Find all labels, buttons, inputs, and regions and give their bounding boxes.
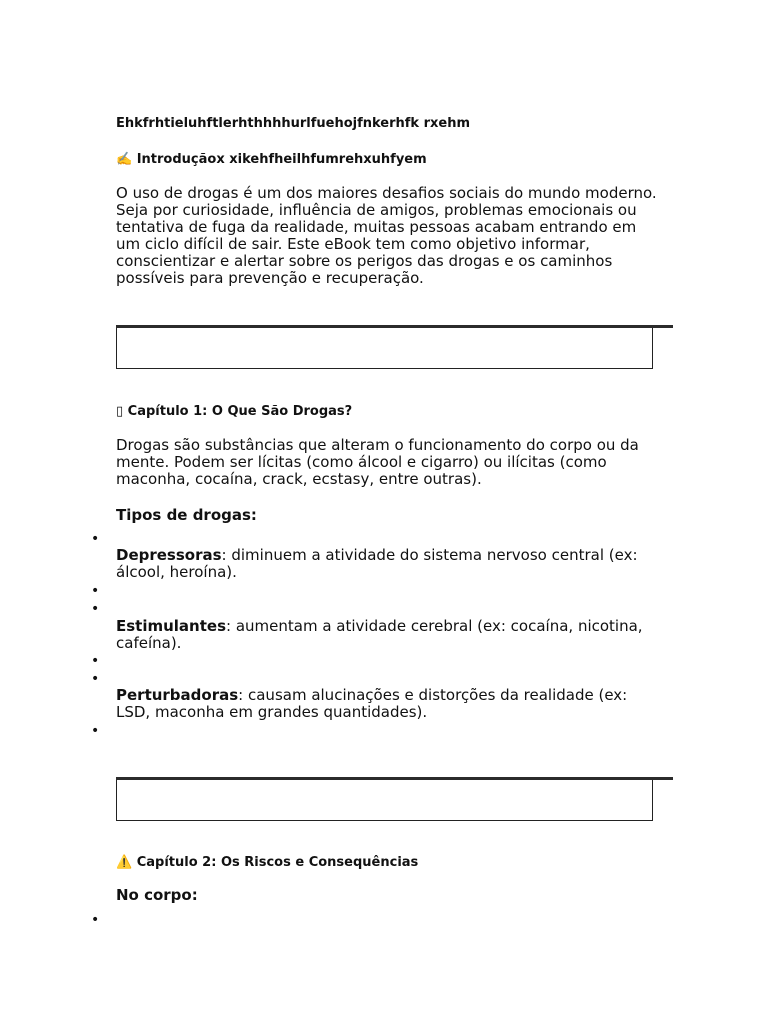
item-desc: : aumentam a atividade cerebral (ex: cocaína, nicotina, cafeína). bbox=[116, 617, 643, 652]
intro-heading: ✍️ Introduçãox xikehfheilhfumrehxuhfyem bbox=[116, 152, 427, 167]
item-desc: : causam alucinações e distorções da realidade (ex: LSD, maconha em grandes quantidades). bbox=[116, 686, 628, 721]
empty-box bbox=[116, 328, 653, 369]
list-item-perturbadoras bbox=[116, 687, 661, 721]
list-item-estimulantes bbox=[116, 618, 661, 652]
types-heading: Tipos de drogas: bbox=[116, 506, 257, 524]
bullet: • bbox=[91, 723, 100, 739]
bullet: • bbox=[91, 671, 100, 687]
chapter2-subheading: No corpo: bbox=[116, 886, 198, 904]
intro-paragraph: O uso de drogas é um dos maiores desafios sociais do mundo moderno. Seja por curiosidade, influência de amigos, problemas emocionais ou tentativa de fuga da realidade, muitas pessoas acabam entrando em um ciclo difícil de sair. Este eBook tem como objetivo informar, conscientizar e alertar sobre os perigos das drogas e os caminhos possíveis para prevenção e recuperação. bbox=[116, 184, 657, 287]
item-term: Estimulantes bbox=[116, 617, 227, 635]
bullet: • bbox=[91, 531, 100, 547]
bullet: • bbox=[91, 653, 100, 669]
chapter2-heading: ⚠️ Capítulo 2: Os Riscos e Consequências bbox=[116, 855, 419, 870]
item-term: Depressoras bbox=[116, 546, 222, 564]
bullet: • bbox=[91, 583, 100, 599]
bullet: • bbox=[91, 601, 100, 617]
chapter1-heading: ▯ Capítulo 1: O Que São Drogas? bbox=[116, 404, 353, 419]
list-item-depressoras bbox=[116, 547, 661, 581]
chapter1-paragraph: Drogas são substâncias que alteram o funcionamento do corpo ou da mente. Podem ser lícitas (como álcool e cigarro) ou ilícitas (como maconha, cocaína, crack, ecstasy, entre outras). bbox=[116, 436, 639, 488]
bullet: • bbox=[91, 912, 100, 928]
document-title: Ehkfrhtieluhftlerhthhhhurlfuehojfnkerhfk rxehm bbox=[116, 116, 471, 131]
item-term: Perturbadoras bbox=[116, 686, 239, 704]
item-desc: : diminuem a atividade do sistema nervoso central (ex: álcool, heroína). bbox=[116, 546, 638, 581]
empty-box bbox=[116, 780, 653, 821]
